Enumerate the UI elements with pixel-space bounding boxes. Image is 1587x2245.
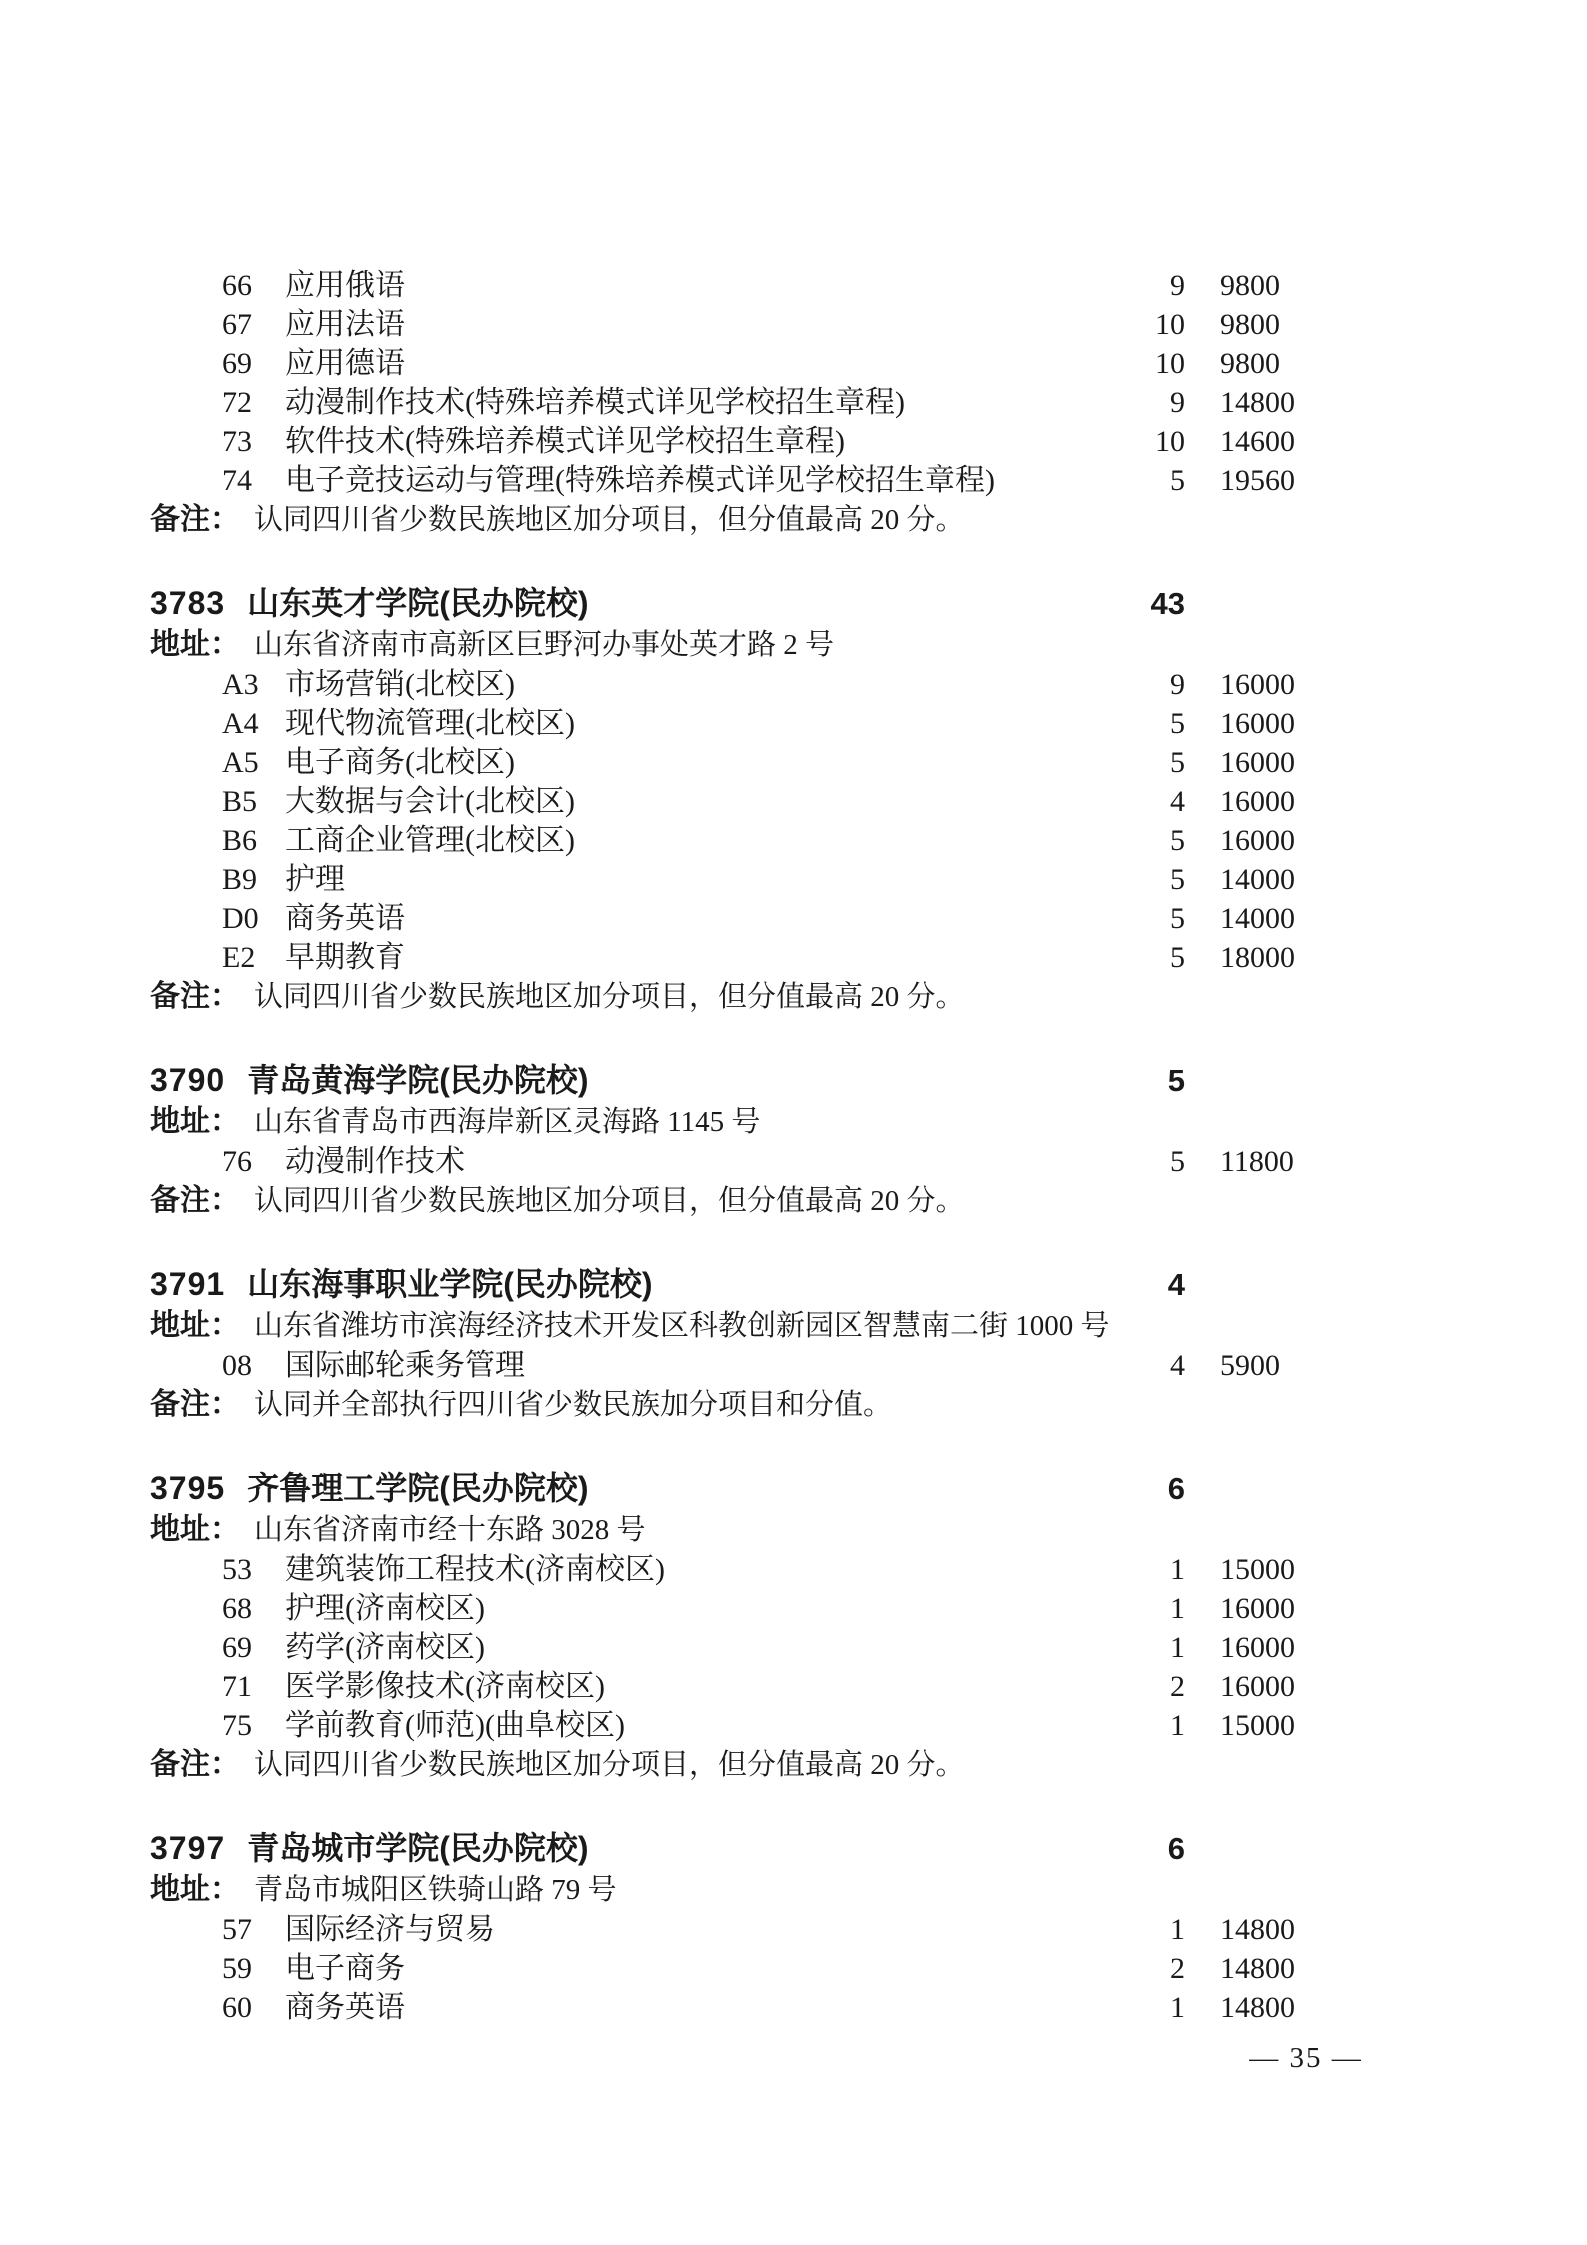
college-header [150,1827,1330,1870]
college-code: 3791 [150,1266,226,1302]
college-title [150,582,1110,624]
college-name: 青岛城市学院(民办院校) [247,1830,589,1866]
program-name: 动漫制作技术 [285,1145,465,1178]
program-fee: 14800 [1220,1991,1295,2024]
program-row [150,383,1330,422]
note-label: 备注： [150,1388,240,1421]
program-code: 71 [222,1670,252,1703]
college-code: 3790 [150,1062,226,1098]
program-quota: 9 [1170,269,1185,302]
college-header [150,1467,1330,1510]
note-label: 备注： [150,503,240,536]
program-row [150,1550,1330,1589]
program-code: 76 [222,1145,252,1178]
program-row [150,1589,1330,1628]
program-name: 应用法语 [285,308,405,341]
address-line [150,1870,1330,1910]
program-code: 67 [222,308,252,341]
program-fee: 9800 [1220,347,1280,380]
program-fee: 14600 [1220,425,1295,458]
note-text: 认同并全部执行四川省少数民族加分项目和分值。 [254,1389,893,1421]
program-code: 66 [222,269,252,302]
program-name: 建筑装饰工程技术(济南校区) [285,1553,665,1586]
program-fee: 19560 [1220,464,1295,497]
address-label: 地址： [150,1873,240,1906]
college-code: 3795 [150,1470,226,1506]
program-code: 60 [222,1991,252,2024]
program-code: A5 [222,746,259,779]
address-line [150,1306,1330,1346]
program-quota: 10 [1155,308,1185,341]
program-quota: 9 [1170,668,1185,701]
program-name: 电子商务(北校区) [285,746,515,779]
college-code: 3797 [150,1830,226,1866]
college-title [150,1467,1110,1509]
program-row [150,1949,1330,1988]
program-rows [150,1910,1330,2027]
program-quota: 5 [1170,941,1185,974]
program-fee: 9800 [1220,269,1280,302]
college-block [150,266,1330,540]
program-name: 学前教育(师范)(曲阜校区) [285,1709,625,1742]
program-fee: 14000 [1220,902,1295,935]
program-name: 软件技术(特殊培养模式详见学校招生章程) [285,425,845,458]
college-title [150,1059,1110,1101]
program-fee: 16000 [1220,668,1295,701]
program-rows [150,665,1330,977]
page-number: — 35 — [1249,2042,1363,2074]
note-text: 认同四川省少数民族地区加分项目，但分值最高 20 分。 [254,1749,965,1781]
program-name: 大数据与会计(北校区) [285,785,575,818]
program-fee: 5900 [1220,1349,1280,1382]
address-label: 地址： [150,1309,240,1342]
program-quota: 5 [1170,746,1185,779]
program-row [150,344,1330,383]
program-fee: 16000 [1220,1670,1295,1703]
program-fee: 14800 [1220,386,1295,419]
program-name: 商务英语 [285,1991,405,2024]
college-header [150,1059,1330,1102]
note-line [150,1181,1330,1221]
program-row [150,782,1330,821]
program-rows [150,1142,1330,1181]
program-fee: 14800 [1220,1952,1295,1985]
program-quota: 1 [1170,1913,1185,1946]
program-row [150,821,1330,860]
program-fee: 14800 [1220,1913,1295,1946]
program-quota: 4 [1170,1349,1185,1382]
note-label: 备注： [150,1748,240,1781]
program-code: 74 [222,464,252,497]
program-code: B9 [222,863,258,896]
college-name: 青岛黄海学院(民办院校) [247,1062,589,1098]
program-name: 电子商务 [285,1952,405,1985]
program-quota: 2 [1170,1670,1185,1703]
program-fee: 16000 [1220,707,1295,740]
college-admission-list [150,266,1330,2069]
program-fee: 14000 [1220,863,1295,896]
program-row [150,305,1330,344]
program-code: D0 [222,902,259,935]
note-line [150,1385,1330,1425]
program-quota: 5 [1170,464,1185,497]
program-row [150,1346,1330,1385]
program-quota: 1 [1170,1991,1185,2024]
program-fee: 18000 [1220,941,1295,974]
program-name: 市场营销(北校区) [285,668,515,701]
program-row [150,422,1330,461]
program-row [150,266,1330,305]
program-quota: 1 [1170,1592,1185,1625]
address-label: 地址： [150,1105,240,1138]
program-code: A3 [222,668,259,701]
program-fee: 11800 [1220,1145,1294,1178]
program-row [150,665,1330,704]
program-row [150,743,1330,782]
program-code: B6 [222,824,258,857]
address-label: 地址： [150,1513,240,1546]
address-text: 山东省济南市高新区巨野河办事处英才路 2 号 [254,629,835,661]
program-code: 73 [222,425,252,458]
program-code: 69 [222,347,252,380]
address-line [150,625,1330,665]
program-row [150,899,1330,938]
college-name: 齐鲁理工学院(民办院校) [247,1470,589,1506]
program-row [150,1142,1330,1181]
program-code: A4 [222,707,259,740]
program-name: 护理 [285,863,345,896]
program-row [150,1667,1330,1706]
college-title [150,1263,1110,1305]
college-name: 山东英才学院(民办院校) [247,585,589,621]
program-code: 59 [222,1952,252,1985]
college-block [150,1263,1330,1425]
note-text: 认同四川省少数民族地区加分项目，但分值最高 20 分。 [254,1185,965,1217]
program-quota: 2 [1170,1952,1185,1985]
program-code: 57 [222,1913,252,1946]
address-line [150,1102,1330,1142]
college-code: 3783 [150,585,226,621]
program-row [150,860,1330,899]
program-name: 护理(济南校区) [285,1592,485,1625]
address-line [150,1510,1330,1550]
note-label: 备注： [150,1184,240,1217]
program-name: 应用俄语 [285,269,405,302]
program-quota: 4 [1170,785,1185,818]
program-code: 68 [222,1592,252,1625]
program-quota: 5 [1170,824,1185,857]
program-code: 75 [222,1709,252,1742]
program-quota: 9 [1170,386,1185,419]
address-label: 地址： [150,628,240,661]
address-text: 山东省潍坊市滨海经济技术开发区科教创新园区智慧南二街 1000 号 [254,1310,1110,1342]
program-fee: 9800 [1220,308,1280,341]
college-total-quota: 43 [1150,586,1185,621]
program-name: 电子竞技运动与管理(特殊培养模式详见学校招生章程) [285,464,995,497]
program-fee: 16000 [1220,746,1295,779]
program-quota: 5 [1170,707,1185,740]
program-name: 动漫制作技术(特殊培养模式详见学校招生章程) [285,386,905,419]
program-row [150,704,1330,743]
program-quota: 10 [1155,347,1185,380]
program-code: B5 [222,785,258,818]
program-fee: 16000 [1220,824,1295,857]
college-total-quota: 4 [1167,1267,1185,1302]
college-block [150,1059,1330,1221]
program-quota: 5 [1170,902,1185,935]
program-rows [150,1346,1330,1385]
program-rows [150,266,1330,500]
program-name: 医学影像技术(济南校区) [285,1670,605,1703]
note-line [150,977,1330,1017]
college-header [150,582,1330,625]
program-row [150,1628,1330,1667]
college-block [150,1827,1330,2027]
program-name: 现代物流管理(北校区) [285,707,575,740]
program-name: 商务英语 [285,902,405,935]
address-text: 山东省济南市经十东路 3028 号 [254,1514,646,1546]
program-quota: 5 [1170,863,1185,896]
program-code: 72 [222,386,252,419]
program-name: 应用德语 [285,347,405,380]
program-row [150,938,1330,977]
program-fee: 15000 [1220,1553,1295,1586]
program-quota: 1 [1170,1631,1185,1664]
college-block [150,582,1330,1017]
program-quota: 10 [1155,425,1185,458]
program-code: 69 [222,1631,252,1664]
program-row [150,1910,1330,1949]
program-name: 国际经济与贸易 [285,1913,495,1946]
note-text: 认同四川省少数民族地区加分项目，但分值最高 20 分。 [254,981,965,1013]
program-name: 国际邮轮乘务管理 [285,1349,525,1382]
address-text: 山东省青岛市西海岸新区灵海路 1145 号 [254,1106,761,1138]
note-text: 认同四川省少数民族地区加分项目，但分值最高 20 分。 [254,504,965,536]
program-quota: 1 [1170,1709,1185,1742]
program-fee: 16000 [1220,1631,1295,1664]
program-name: 工商企业管理(北校区) [285,824,575,857]
program-name: 早期教育 [285,941,405,974]
address-text: 青岛市城阳区铁骑山路 79 号 [254,1874,617,1906]
note-line [150,1745,1330,1785]
college-name: 山东海事职业学院(民办院校) [247,1266,653,1302]
college-total-quota: 5 [1167,1063,1185,1098]
program-rows [150,1550,1330,1745]
program-fee: 15000 [1220,1709,1295,1742]
college-block [150,1467,1330,1785]
college-total-quota: 6 [1167,1831,1185,1866]
program-quota: 5 [1170,1145,1185,1178]
program-quota: 1 [1170,1553,1185,1586]
program-row [150,461,1330,500]
program-name: 药学(济南校区) [285,1631,485,1664]
note-label: 备注： [150,980,240,1013]
college-header [150,1263,1330,1306]
program-fee: 16000 [1220,785,1295,818]
program-row [150,1706,1330,1745]
college-title [150,1827,1110,1869]
program-fee: 16000 [1220,1592,1295,1625]
program-row [150,1988,1330,2027]
program-code: 08 [222,1349,252,1382]
note-line [150,500,1330,540]
college-total-quota: 6 [1167,1471,1185,1506]
program-code: 53 [222,1553,252,1586]
program-code: E2 [222,941,256,974]
